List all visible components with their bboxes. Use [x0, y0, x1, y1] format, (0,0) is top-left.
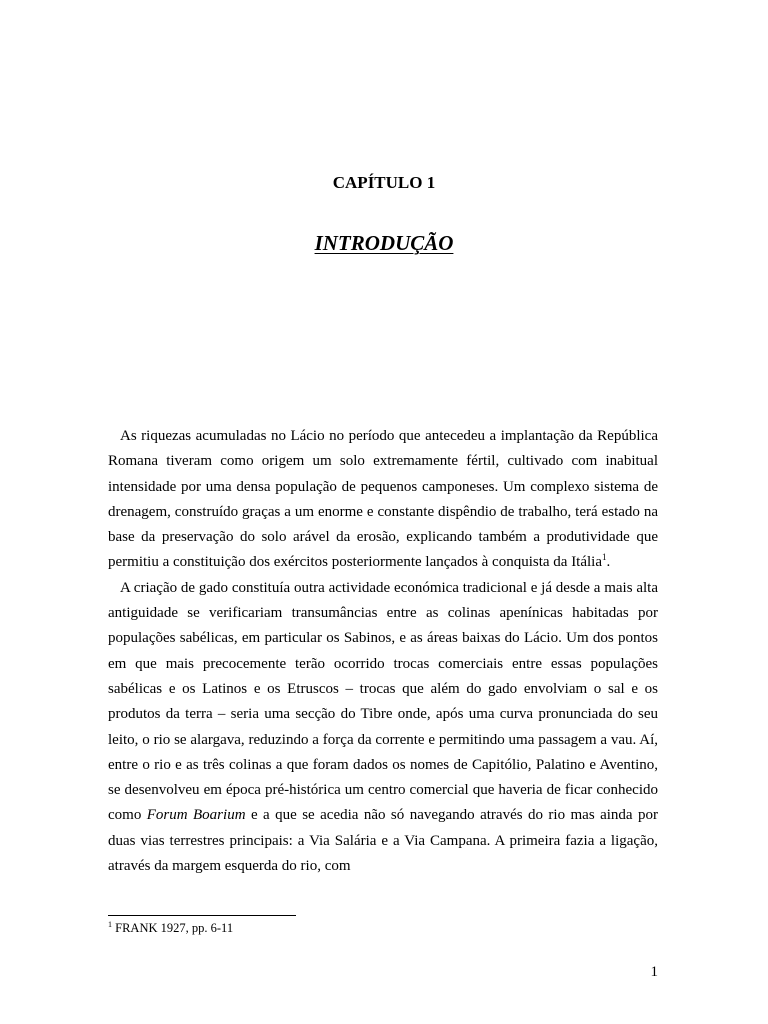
footnote-text: FRANK 1927, pp. 6-11	[112, 921, 234, 935]
paragraph-1-text: As riquezas acumuladas no Lácio no período que antecedeu a implantação da República Romana tiveram como origem um solo extremamente fértil, cultivado com inabitual intensidade por uma densa população de pequenos camponeses. Um complexo sistema de drenagem, construído graças a um enorme e constante dispêndio de trabalho, terá estado na base da preservação do solo arável da erosão, explicando também a produtividade que permitiu a constituição dos exércitos posteriormente lançados à conquista da Itália	[108, 428, 658, 571]
chapter-title: INTRODUÇÃO	[314, 231, 454, 255]
paragraph-2-text-before: A criação de gado constituía outra actividade económica tradicional e já desde a mais alta antiguidade se verificariam transumâncias entre as colinas apenínicas habitadas por populações sabélicas, em particular os Sabinos, e as áreas baixas do Lácio. Um dos pontos em que mais precocemente terão ocorrido trocas comerciais entre essas populações sabélicas e os Latinos e os Etruscos – trocas que além do gado envolviam o sal e os produtos da terra – seria uma secção do Tibre onde, após uma curva pronunciada do seu leito, o rio se alargava, reduzindo a força da corrente e permitindo uma passagem a vau. Aí, entre o rio e as três colinas a que foram dados os nomes de Capitólio, Palatino e Aventino, se desenvolveu em época pré-histórica um centro comercial que haveria de ficar conhecido como	[108, 579, 658, 824]
paragraph-1	[108, 424, 658, 576]
footnote	[108, 921, 233, 936]
page-number: 1	[650, 964, 658, 980]
footnote-marker: 1	[108, 920, 112, 929]
body-text	[108, 424, 658, 879]
footnote-reference[interactable]: 1	[602, 552, 607, 563]
paragraph-1-end: .	[606, 554, 611, 571]
paragraph-2-italic: Forum Boarium	[146, 807, 246, 824]
footnote-separator	[108, 915, 296, 916]
paragraph-2-text-after: e a que se acedia não só navegando através do rio mas ainda por duas vias terrestres principais: a Via Salária e a Via Campana. A primeira fazia a ligação, através da margem esquerda do rio, com	[108, 807, 659, 875]
paragraph-2	[108, 576, 658, 880]
chapter-label: CAPÍTULO 1	[332, 173, 436, 192]
